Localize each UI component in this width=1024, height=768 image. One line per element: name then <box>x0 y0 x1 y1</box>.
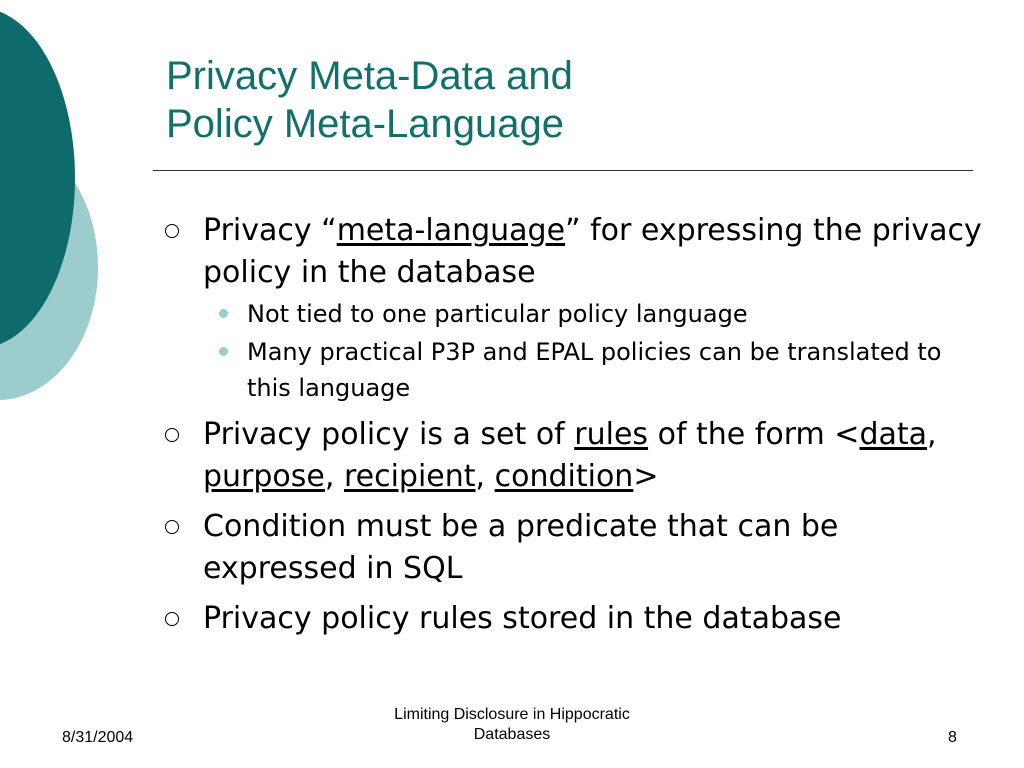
bullet-text: Privacy policy rules stored in the database <box>203 601 842 636</box>
term-data: data <box>859 417 928 452</box>
bullet-text: > <box>633 459 659 494</box>
term-purpose: purpose <box>203 459 325 494</box>
bullet-text: of the form < <box>648 417 860 452</box>
bullet-text: Condition must be a predicate that can be expressed in SQL <box>203 509 839 586</box>
bullet-text: Privacy “ <box>203 213 337 248</box>
hollow-circle-bullet-icon <box>165 428 179 442</box>
hollow-circle-bullet-icon <box>165 520 179 534</box>
sub-bullet-text: Not tied to one particular policy language <box>247 300 748 328</box>
term-rules: rules <box>574 417 649 452</box>
dot-bullet-icon <box>219 309 228 318</box>
separator: , <box>927 417 937 452</box>
bullet-rules <box>165 414 985 498</box>
bullet-condition-sql <box>165 506 985 590</box>
separator: , <box>324 459 344 494</box>
sub-bullet-not-tied <box>217 296 985 332</box>
term-recipient: recipient <box>343 459 476 494</box>
hollow-circle-bullet-icon <box>165 612 179 626</box>
hollow-circle-bullet-icon <box>165 224 179 238</box>
footer-date: 8/31/2004 <box>62 729 134 746</box>
term-condition: condition <box>494 459 634 494</box>
title-line-2: Policy Meta-Language <box>166 102 565 146</box>
slide-title <box>166 52 573 148</box>
separator: , <box>475 459 495 494</box>
footer-title-line-2: Databases <box>473 726 551 743</box>
bullet-meta-language <box>165 210 985 294</box>
footer-title <box>362 705 662 745</box>
term-meta-language: meta-language <box>336 213 566 248</box>
dot-bullet-icon <box>219 347 228 356</box>
bullet-text: Privacy policy is a set of <box>203 417 575 452</box>
sub-bullet-text: Many practical P3P and EPAL policies can be translated to this language <box>247 338 942 402</box>
footer-title-line-1: Limiting Disclosure in Hippocratic <box>394 706 630 723</box>
slide-body <box>165 210 985 640</box>
slide-number: 8 <box>948 729 957 746</box>
sub-bullet-p3p-epal <box>217 334 985 406</box>
bullet-text: ” for expressing the privacy policy in the database <box>203 213 982 290</box>
title-divider <box>153 170 973 171</box>
bullet-rules-stored <box>165 598 985 640</box>
title-line-1: Privacy Meta-Data and <box>166 54 573 98</box>
